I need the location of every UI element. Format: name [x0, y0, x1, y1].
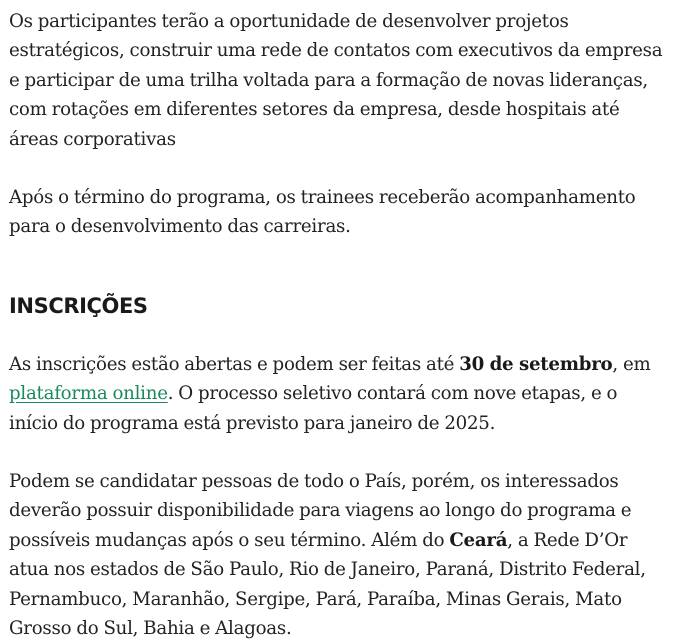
registration-text-end: . O processo seletivo contará com nove etapas, e o início do programa está previsto para janeiro de 2025. — [9, 383, 618, 434]
online-platform-link[interactable]: plataforma online — [9, 383, 168, 405]
paragraph-career-support: Após o término do programa, os trainees receberão acompanhamento para o desenvolvimento das carreiras. — [9, 187, 636, 238]
registration-text-middle: , em — [612, 353, 651, 375]
highlighted-state: Ceará — [449, 529, 508, 551]
article-body — [9, 7, 671, 644]
eligibility-text-start: Podem se candidatar pessoas de todo o País, porém, os interessados deverão possuir disponibilidade para viagens ao longo do programa e possíveis mudanças após o seu término. Além do — [9, 471, 632, 551]
eligibility-text-end: , a Rede D’Or atua nos estados de São Paulo, Rio de Janeiro, Paraná, Distrito Federal, Pernambuco, Maranhão, Sergipe, Pará, Paraíba, Minas Gerais, Mato Grosso do Sul, Bahia e Alagoas. — [9, 529, 646, 640]
paragraph-eligibility — [9, 467, 671, 643]
registration-text-start: As inscrições estão abertas e podem ser feitas até — [9, 353, 460, 375]
section-heading-inscricoes: INSCRIÇÕES — [9, 293, 148, 318]
registration-deadline: 30 de setembro — [459, 353, 613, 375]
paragraph-participants: Os participantes terão a oportunidade de desenvolver projetos estratégicos, construir uma rede de contatos com executivos da empresa e participar de uma trilha voltada para a formação de novas lideranças, com rotações em diferentes setores da empresa, desde hospitais até áreas corporativas — [9, 11, 663, 150]
paragraph-registration — [9, 350, 671, 438]
